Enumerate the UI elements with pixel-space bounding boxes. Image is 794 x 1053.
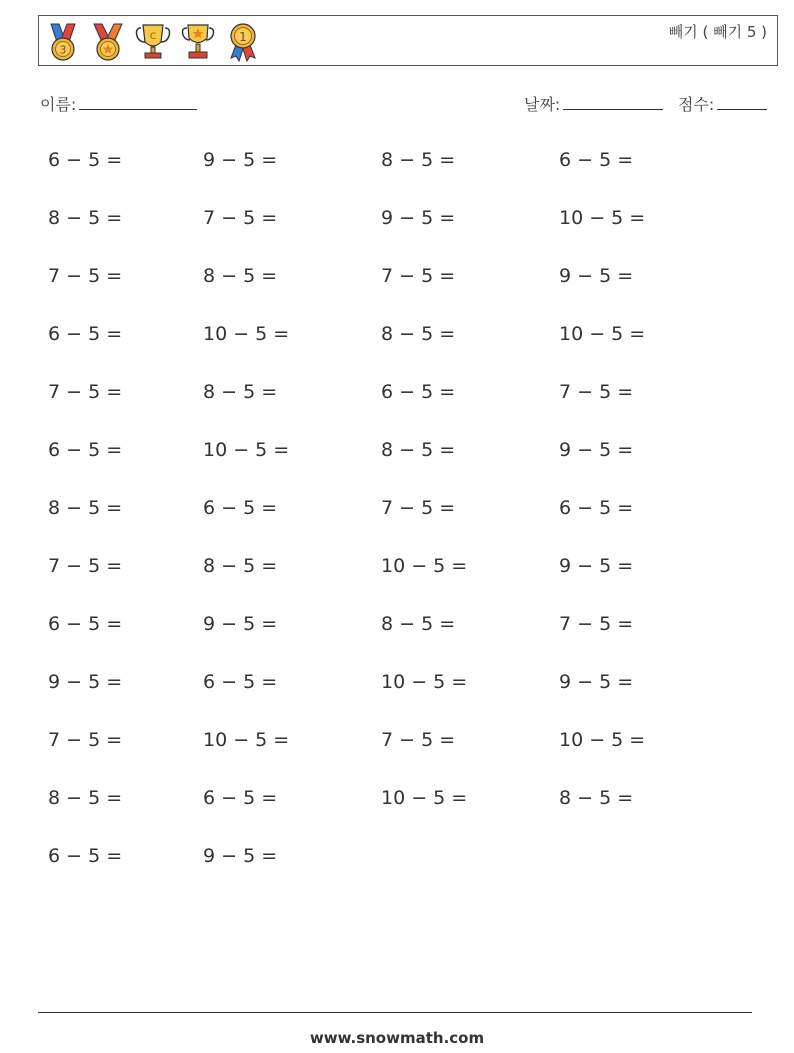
problem-item: 10 − 5 =: [559, 207, 646, 229]
problem-item: 8 − 5 =: [381, 439, 456, 461]
problem-item: 8 − 5 =: [203, 265, 278, 287]
problem-item: 7 − 5 =: [48, 555, 123, 577]
problem-item: 9 − 5 =: [381, 207, 456, 229]
problem-item: 9 − 5 =: [559, 555, 634, 577]
problem-item: 7 − 5 =: [48, 265, 123, 287]
problem-item: 9 − 5 =: [203, 613, 278, 635]
medal-bronze-3-icon: [43, 20, 83, 64]
problem-item: 6 − 5 =: [203, 671, 278, 693]
problem-item: 6 − 5 =: [203, 497, 278, 519]
problem-item: 10 − 5 =: [381, 555, 468, 577]
award-ribbon-1-icon: [223, 20, 263, 64]
score-field: [678, 92, 767, 115]
svg-text:3: 3: [59, 43, 67, 57]
header-box: [38, 15, 778, 66]
problem-item: 7 − 5 =: [381, 265, 456, 287]
name-field: [40, 92, 197, 115]
footer-url: www.snowmath.com: [309, 1029, 485, 1047]
problem-item: 7 − 5 =: [381, 729, 456, 751]
sheet-title: 빼기 ( 빼기 5 ): [668, 23, 767, 41]
name-blank[interactable]: [79, 93, 197, 110]
problem-item: 7 − 5 =: [203, 207, 278, 229]
problem-item: 6 − 5 =: [48, 323, 123, 345]
problem-item: 9 − 5 =: [203, 149, 278, 171]
name-label: 이름:: [40, 95, 77, 114]
problem-item: 7 − 5 =: [559, 381, 634, 403]
problem-item: 10 − 5 =: [381, 787, 468, 809]
problem-item: 10 − 5 =: [203, 729, 290, 751]
problem-item: 7 − 5 =: [48, 381, 123, 403]
date-label: 날짜:: [524, 95, 561, 114]
problem-item: 8 − 5 =: [381, 149, 456, 171]
svg-text:1: 1: [239, 30, 247, 44]
trophy-cup-icon: [133, 20, 173, 64]
problem-item: 6 − 5 =: [48, 439, 123, 461]
problem-item: 8 − 5 =: [48, 787, 123, 809]
problem-item: 8 − 5 =: [559, 787, 634, 809]
problem-item: 8 − 5 =: [48, 497, 123, 519]
date-field: [524, 92, 663, 115]
problem-item: 7 − 5 =: [48, 729, 123, 751]
problem-item: 10 − 5 =: [203, 323, 290, 345]
problem-item: 9 − 5 =: [559, 265, 634, 287]
trophy-star-icon: [178, 20, 218, 64]
problem-item: 8 − 5 =: [48, 207, 123, 229]
problem-item: 7 − 5 =: [381, 497, 456, 519]
problem-item: 8 − 5 =: [381, 323, 456, 345]
score-blank[interactable]: [717, 93, 767, 110]
problem-item: 6 − 5 =: [203, 787, 278, 809]
problem-item: 6 − 5 =: [48, 613, 123, 635]
problem-item: 6 − 5 =: [48, 845, 123, 867]
problem-item: 10 − 5 =: [381, 671, 468, 693]
problem-item: 8 − 5 =: [203, 555, 278, 577]
problem-item: 10 − 5 =: [559, 323, 646, 345]
score-label: 점수:: [678, 95, 715, 114]
problem-item: 6 − 5 =: [381, 381, 456, 403]
problem-item: 9 − 5 =: [559, 671, 634, 693]
problem-item: 6 − 5 =: [559, 149, 634, 171]
footer-divider: [38, 1012, 752, 1013]
svg-text:C: C: [149, 32, 157, 42]
problem-item: 7 − 5 =: [559, 613, 634, 635]
problem-item: 6 − 5 =: [559, 497, 634, 519]
problem-item: 8 − 5 =: [381, 613, 456, 635]
problem-item: 9 − 5 =: [48, 671, 123, 693]
problem-item: 10 − 5 =: [559, 729, 646, 751]
problem-item: 10 − 5 =: [203, 439, 290, 461]
problem-item: 8 − 5 =: [203, 381, 278, 403]
date-blank[interactable]: [563, 93, 663, 110]
problem-item: 6 − 5 =: [48, 149, 123, 171]
problem-item: 9 − 5 =: [203, 845, 278, 867]
medal-star-icon: [88, 20, 128, 64]
header-icons: [43, 20, 263, 64]
problem-item: 9 − 5 =: [559, 439, 634, 461]
